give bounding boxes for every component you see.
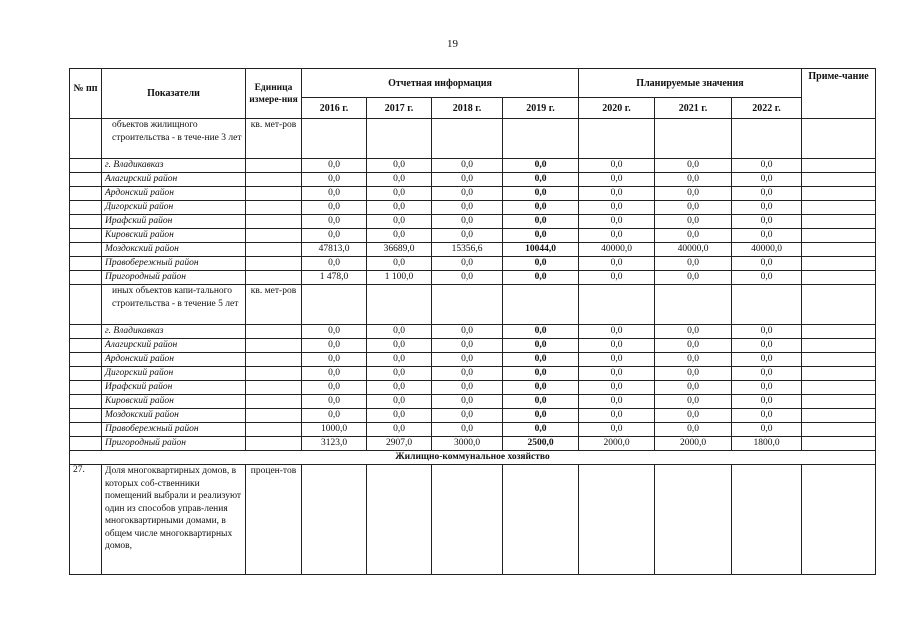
region-name: Ирафский район [102,381,246,395]
region-name: Пригородный район [102,271,246,285]
row-num-cell [70,381,102,395]
value-cell: 0,0 [432,229,503,243]
value-cell: 36689,0 [367,243,432,257]
region-name: Кировский район [102,229,246,243]
header-year: 2016 г. [302,98,367,119]
value-cell: 0,0 [579,395,655,409]
table-row [70,215,876,229]
value-cell: 0,0 [503,159,579,173]
group-unit: кв. мет-ров [246,119,302,159]
value-cell: 0,0 [367,423,432,437]
table-row [70,257,876,271]
value-cell: 0,0 [432,339,503,353]
value-cell: 0,0 [579,353,655,367]
value-cell: 0,0 [432,201,503,215]
value-cell: 0,0 [579,423,655,437]
value-cell: 0,0 [302,229,367,243]
value-cell: 0,0 [367,187,432,201]
indicators-table [69,68,876,575]
table-row [70,353,876,367]
value-cell: 0,0 [432,353,503,367]
note-cell [802,243,876,257]
table-row [70,201,876,215]
unit-cell [246,353,302,367]
value-cell: 0,0 [655,215,732,229]
note-cell [802,339,876,353]
value-cell: 0,0 [579,159,655,173]
unit-cell [246,271,302,285]
unit-cell [246,257,302,271]
value-cell: 1 100,0 [367,271,432,285]
value-cell: 0,0 [367,201,432,215]
value-cell: 0,0 [732,423,802,437]
region-name: Ардонский район [102,187,246,201]
value-cell: 0,0 [655,339,732,353]
value-cell: 0,0 [732,187,802,201]
region-name: Моздокский район [102,243,246,257]
value-cell: 0,0 [503,257,579,271]
header-num: № пп [70,69,102,119]
value-cell: 2000,0 [579,437,655,451]
region-name: Ирафский район [102,215,246,229]
value-cell: 47813,0 [302,243,367,257]
value-cell: 1000,0 [302,423,367,437]
table-row [70,423,876,437]
value-cell: 0,0 [367,353,432,367]
value-cell: 0,0 [732,173,802,187]
note-cell [802,201,876,215]
value-cell: 0,0 [732,159,802,173]
value-cell: 0,0 [302,395,367,409]
table-row [70,367,876,381]
value-cell: 0,0 [367,395,432,409]
region-name: г. Владикавказ [102,159,246,173]
unit-cell [246,339,302,353]
value-cell: 0,0 [732,215,802,229]
value-cell: 0,0 [302,325,367,339]
value-cell: 0,0 [503,271,579,285]
value-cell: 0,0 [579,173,655,187]
value-cell: 0,0 [503,229,579,243]
table-row [70,395,876,409]
value-cell: 0,0 [302,173,367,187]
table-row [70,339,876,353]
value-cell: 0,0 [732,271,802,285]
row-num-cell [70,395,102,409]
group-header-row [70,119,876,159]
page-number: 19 [447,38,458,50]
value-cell: 0,0 [655,201,732,215]
value-cell: 0,0 [732,409,802,423]
unit-cell [246,173,302,187]
value-cell: 0,0 [655,381,732,395]
value-cell: 0,0 [302,409,367,423]
row-num-cell [70,243,102,257]
row-num-cell [70,257,102,271]
section-title: Жилищно-коммунальное хозяйство [70,451,876,465]
value-cell: 0,0 [432,409,503,423]
value-cell: 3123,0 [302,437,367,451]
unit-cell [246,409,302,423]
row-num-cell [70,159,102,173]
row-num-cell [70,423,102,437]
value-cell: 0,0 [302,187,367,201]
value-cell: 0,0 [432,381,503,395]
value-cell: 10044,0 [503,243,579,257]
value-cell: 0,0 [732,381,802,395]
value-cell: 0,0 [655,257,732,271]
value-cell: 0,0 [732,257,802,271]
row-num-cell [70,271,102,285]
note-cell [802,395,876,409]
note-cell [802,173,876,187]
header-year: 2020 г. [579,98,655,119]
value-cell: 0,0 [655,271,732,285]
region-name: Ардонский район [102,353,246,367]
value-cell: 0,0 [579,339,655,353]
unit-cell [246,243,302,257]
note-cell [802,423,876,437]
unit-cell [246,187,302,201]
region-name: Пригородный район [102,437,246,451]
value-cell: 0,0 [432,257,503,271]
note-cell [802,409,876,423]
value-cell: 0,0 [367,381,432,395]
header-planned: Планируемые значения [579,69,802,98]
group-title: иных объектов капи-тального строительства - в течение 5 лет [102,285,246,325]
header-year: 2018 г. [432,98,503,119]
region-name: Дигорский район [102,201,246,215]
unit-cell [246,201,302,215]
value-cell: 0,0 [503,423,579,437]
value-cell: 0,0 [579,367,655,381]
value-cell: 0,0 [503,353,579,367]
value-cell: 0,0 [432,271,503,285]
value-cell: 2500,0 [503,437,579,451]
value-cell: 0,0 [732,339,802,353]
value-cell: 0,0 [503,409,579,423]
value-cell: 0,0 [503,381,579,395]
item-number: 27. [70,465,102,575]
group-num-cell [70,285,102,325]
region-name: г. Владикавказ [102,325,246,339]
item-27-row [70,465,876,575]
value-cell: 0,0 [579,325,655,339]
row-num-cell [70,187,102,201]
note-cell [802,325,876,339]
row-num-cell [70,409,102,423]
unit-cell [246,229,302,243]
value-cell: 0,0 [579,381,655,395]
item-unit: процен-тов [246,465,302,575]
unit-cell [246,367,302,381]
value-cell: 0,0 [732,367,802,381]
table-row [70,325,876,339]
value-cell: 0,0 [367,257,432,271]
table-header [70,69,876,119]
value-cell: 0,0 [302,381,367,395]
value-cell: 0,0 [579,187,655,201]
section-row [70,451,876,465]
value-cell: 0,0 [579,257,655,271]
note-cell [802,187,876,201]
value-cell: 0,0 [503,173,579,187]
header-unit: Единица измере-ния [246,69,302,119]
value-cell: 0,0 [503,367,579,381]
value-cell: 2000,0 [655,437,732,451]
header-year: 2017 г. [367,98,432,119]
value-cell: 1800,0 [732,437,802,451]
table-row [70,271,876,285]
region-name: Дигорский район [102,367,246,381]
unit-cell [246,381,302,395]
row-num-cell [70,325,102,339]
value-cell: 0,0 [655,353,732,367]
header-year: 2022 г. [732,98,802,119]
table-body [70,119,876,575]
value-cell: 0,0 [367,159,432,173]
value-cell: 40000,0 [732,243,802,257]
row-num-cell [70,353,102,367]
value-cell: 0,0 [503,325,579,339]
note-cell [802,271,876,285]
region-name: Правобережный район [102,257,246,271]
value-cell: 0,0 [655,423,732,437]
header-note: Приме-чание [802,69,876,119]
value-cell: 0,0 [302,215,367,229]
row-num-cell [70,229,102,243]
value-cell: 0,0 [579,229,655,243]
value-cell: 0,0 [503,395,579,409]
value-cell: 0,0 [302,339,367,353]
value-cell: 0,0 [732,325,802,339]
value-cell: 0,0 [579,201,655,215]
row-num-cell [70,339,102,353]
value-cell: 0,0 [655,229,732,243]
header-indicator: Показатели [102,69,246,119]
value-cell: 0,0 [732,229,802,243]
value-cell: 0,0 [367,173,432,187]
item-title: Доля многоквартирных домов, в которых соб-ственники помещений выбрали и реализуют один из способов управ-ления многоквартирными домами, в общем числе многоквартирных домов, [102,465,246,575]
note-cell [802,159,876,173]
value-cell: 0,0 [302,201,367,215]
table-row [70,187,876,201]
value-cell: 0,0 [367,215,432,229]
value-cell: 0,0 [655,395,732,409]
row-num-cell [70,215,102,229]
row-num-cell [70,367,102,381]
value-cell: 0,0 [655,159,732,173]
value-cell: 40000,0 [655,243,732,257]
value-cell: 0,0 [432,325,503,339]
value-cell: 0,0 [302,367,367,381]
value-cell: 0,0 [503,339,579,353]
region-name: Алагирский район [102,339,246,353]
row-num-cell [70,437,102,451]
value-cell: 0,0 [579,409,655,423]
value-cell: 0,0 [302,159,367,173]
value-cell: 0,0 [732,353,802,367]
table-row [70,381,876,395]
region-name: Кировский район [102,395,246,409]
header-year: 2021 г. [655,98,732,119]
table-row [70,437,876,451]
region-name: Алагирский район [102,173,246,187]
value-cell: 0,0 [655,325,732,339]
value-cell: 0,0 [655,409,732,423]
value-cell: 1 478,0 [302,271,367,285]
value-cell: 2907,0 [367,437,432,451]
value-cell: 0,0 [655,173,732,187]
region-name: Правобережный район [102,423,246,437]
row-num-cell [70,201,102,215]
note-cell [802,353,876,367]
value-cell: 0,0 [367,409,432,423]
header-reported: Отчетная информация [302,69,579,98]
value-cell: 0,0 [579,215,655,229]
value-cell: 0,0 [367,229,432,243]
group-title: объектов жилищного строительства - в тече-ние 3 лет [102,119,246,159]
value-cell: 0,0 [432,187,503,201]
table-row [70,409,876,423]
value-cell: 0,0 [432,215,503,229]
value-cell: 0,0 [432,159,503,173]
group-num-cell [70,119,102,159]
value-cell: 0,0 [579,271,655,285]
value-cell: 0,0 [732,201,802,215]
unit-cell [246,437,302,451]
value-cell: 0,0 [655,187,732,201]
value-cell: 0,0 [503,187,579,201]
value-cell: 0,0 [732,395,802,409]
value-cell: 0,0 [367,339,432,353]
value-cell: 15356,6 [432,243,503,257]
table-row [70,243,876,257]
value-cell: 0,0 [367,367,432,381]
value-cell: 0,0 [432,173,503,187]
value-cell: 0,0 [503,215,579,229]
region-name: Моздокский район [102,409,246,423]
value-cell: 0,0 [302,353,367,367]
group-unit: кв. мет-ров [246,285,302,325]
table-row [70,229,876,243]
unit-cell [246,395,302,409]
value-cell: 3000,0 [432,437,503,451]
note-cell [802,229,876,243]
note-cell [802,257,876,271]
value-cell: 0,0 [432,395,503,409]
unit-cell [246,159,302,173]
unit-cell [246,423,302,437]
note-cell [802,381,876,395]
value-cell: 0,0 [655,367,732,381]
table-row [70,159,876,173]
note-cell [802,437,876,451]
header-year: 2019 г. [503,98,579,119]
value-cell: 0,0 [367,325,432,339]
value-cell: 0,0 [503,201,579,215]
table-row [70,173,876,187]
row-num-cell [70,173,102,187]
value-cell: 40000,0 [579,243,655,257]
unit-cell [246,325,302,339]
value-cell: 0,0 [432,367,503,381]
value-cell: 0,0 [302,257,367,271]
note-cell [802,215,876,229]
group-header-row [70,285,876,325]
note-cell [802,367,876,381]
unit-cell [246,215,302,229]
value-cell: 0,0 [432,423,503,437]
